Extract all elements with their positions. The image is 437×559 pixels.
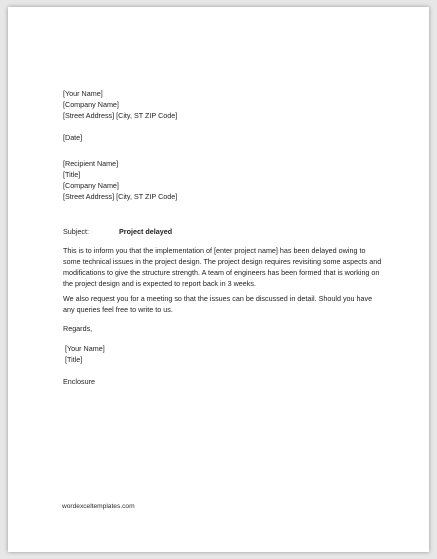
paragraph-text: We also request you for a meeting so that the issues can be discussed in detail. Should you have any queries feel free to write to us. — [63, 294, 373, 314]
enclosure-block — [63, 376, 393, 387]
recipient-address: [Street Address] [City, ST ZIP Code] — [63, 192, 178, 201]
closing-text: Regards, — [63, 324, 93, 333]
sender-company: [Company Name] — [63, 100, 119, 109]
body-paragraph-2 — [63, 293, 385, 315]
letter-page — [8, 7, 429, 552]
recipient-name: [Recipient Name] — [63, 159, 119, 168]
paragraph-text: This is to inform you that the implementation of [enter project name] has been delayed owing to some technical issues in the project design. The project design requires revisiting some aspects and modifications to give the structure strength. A team of engineers has been formed that is working on the project design and is expected to report back in 3 weeks. — [63, 246, 382, 288]
recipient-company: [Company Name] — [63, 181, 119, 190]
footer-site: wordexceltemplates.com — [62, 503, 135, 510]
recipient-title: [Title] — [63, 170, 81, 179]
letter-date: [Date] — [63, 133, 83, 142]
body-paragraph-1 — [63, 245, 385, 289]
enclosure-text: Enclosure — [63, 377, 95, 386]
sender-name: [Your Name] — [63, 89, 103, 98]
subject-line — [63, 226, 393, 237]
signature-block — [63, 343, 393, 365]
subject-label: Subject: — [63, 227, 89, 236]
recipient-block — [63, 158, 393, 202]
closing-block — [63, 323, 393, 334]
signature-name: [Your Name] — [65, 344, 105, 353]
signature-title: [Title] — [65, 355, 83, 364]
sender-block — [63, 88, 393, 121]
subject-value: Project delayed — [119, 227, 173, 236]
date-block — [63, 132, 393, 143]
sender-address: [Street Address] [City, ST ZIP Code] — [63, 111, 178, 120]
